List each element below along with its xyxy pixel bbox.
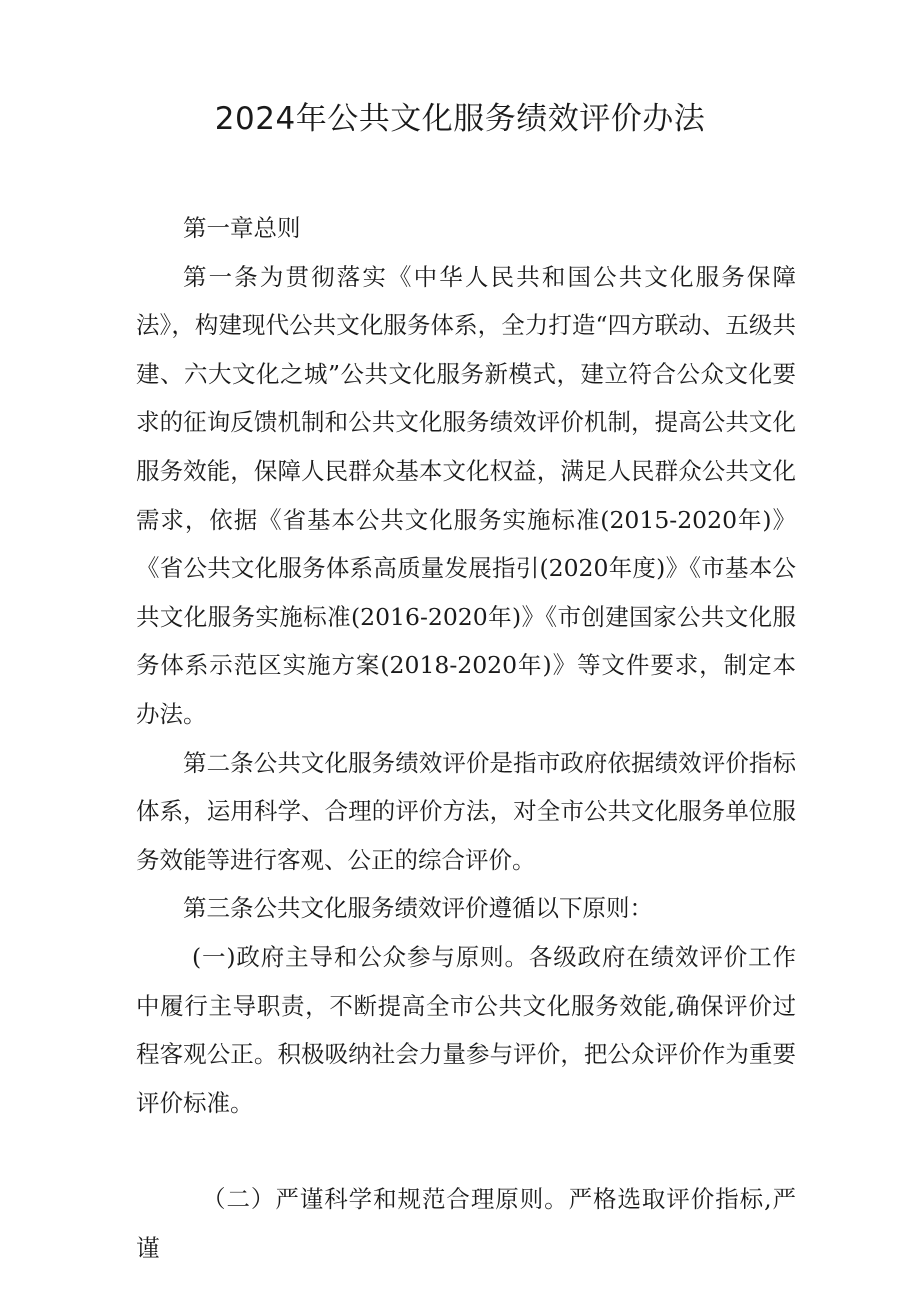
document-title: 2024年公共文化服务绩效评价办法 [214, 101, 706, 137]
document-body [136, 204, 796, 1272]
article-1: 第一条为贯彻落实《中华人民共和国公共文化服务保障法》，构建现代公共文化服务体系，全力打造“四方联动、五级共建、六大文化之城”公共文化服务新模式，建立符合公众文化要求的征询反馈机制和公共文化服务绩效评价机制，提高公共文化服务效能，保障人民群众基本文化权益，满足人民群众公共文化需求，依据《省基本公共文化服务实施标准(2015-2020年)》《省公共文化服务体系高质量发展指引(2020年度)》《市基本公共文化服务实施标准(2016-2020年)》《市创建国家公共文化服务体系示范区实施方案(2018-2020年)》等文件要求，制定本办法。 [136, 262, 796, 728]
principle-2: （二）严谨科学和规范合理原则。严格选取评价指标,严谨 [136, 1185, 796, 1262]
principle-1: (一)政府主导和公众参与原则。各级政府在绩效评价工作中履行主导职责，不断提高全市公共文化服务效能,确保评价过程客观公正。积极吸纳社会力量参与评价，把公众评价作为重要评价标准。 [136, 942, 796, 1117]
article-3: 第三条公共文化服务绩效评价遵循以下原则： [183, 894, 653, 923]
chapter-heading: 第一章总则 [183, 214, 301, 242]
article-2: 第二条公共文化服务绩效评价是指市政府依据绩效评价指标体系，运用科学、合理的评价方法，对全市公共文化服务单位服务效能等进行客观、公正的综合评价。 [136, 748, 796, 874]
